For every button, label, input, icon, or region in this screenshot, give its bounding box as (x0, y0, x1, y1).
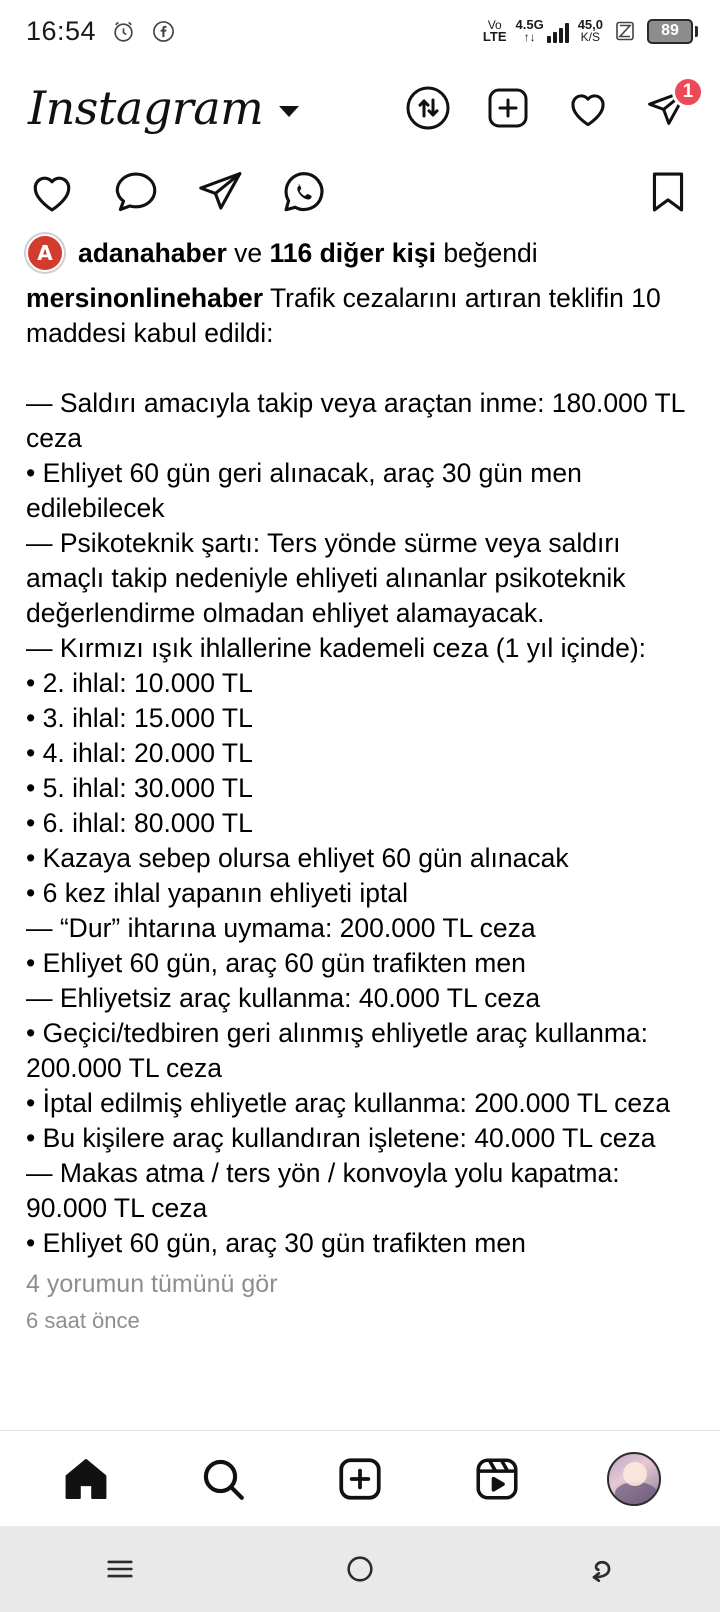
account-switcher[interactable] (28, 81, 299, 135)
caption-line: • 6. ihlal: 80.000 TL (26, 808, 253, 838)
heart-icon[interactable] (562, 82, 614, 134)
bottom-navigation (0, 1430, 720, 1526)
nav-reels[interactable] (457, 1444, 537, 1514)
status-bar-left (26, 16, 176, 47)
caption-intro-line (26, 281, 694, 351)
caption-line: • 3. ihlal: 15.000 TL (26, 703, 253, 733)
caption-line: • Ehliyet 60 gün, araç 60 gün trafikten men (26, 948, 526, 978)
post-action-left (26, 166, 330, 218)
silent-mode-icon (612, 18, 638, 44)
caption-line: • 5. ihlal: 30.000 TL (26, 773, 253, 803)
caption-line: • İptal edilmiş ehliyetle araç kullanma: 200.000 TL ceza (26, 1088, 671, 1118)
facebook-icon (150, 18, 176, 44)
instagram-logo: Instagram (28, 81, 264, 135)
caption-line: • Geçici/tedbiren geri alınmış ehliyetle araç kullanma: 200.000 TL ceza (26, 1018, 648, 1083)
alarm-clock-icon (110, 18, 136, 44)
system-navigation-bar (0, 1526, 720, 1612)
battery-percent: 89 (661, 22, 679, 39)
caption-line: • Kazaya sebep olursa ehliyet 60 gün alınacak (26, 843, 569, 873)
avatar-icon[interactable] (607, 1452, 661, 1506)
recents-button[interactable] (75, 1539, 165, 1599)
battery-indicator (647, 19, 698, 44)
likes-suffix: beğendi (435, 238, 538, 268)
signal-bars-icon (547, 21, 569, 43)
nav-home[interactable] (46, 1444, 126, 1514)
home-button[interactable] (315, 1539, 405, 1599)
status-clock: 16:54 (26, 15, 97, 46)
header-actions (402, 82, 694, 134)
likes-middle-text: ve (226, 238, 270, 268)
battery-cap (695, 26, 698, 37)
status-bar-right (483, 18, 698, 44)
status-bar (0, 0, 720, 62)
post-caption-area (0, 230, 720, 1430)
post-action-right (642, 166, 694, 218)
likes-text (78, 236, 538, 270)
nav-create[interactable] (320, 1444, 400, 1514)
avatar: A (26, 234, 64, 272)
comment-bubble-icon[interactable] (110, 166, 162, 218)
direct-unread-badge: 1 (672, 76, 704, 108)
caption-blank-line (26, 351, 694, 386)
signal-indicator (516, 19, 569, 43)
liker-username[interactable]: adanahaber (78, 238, 227, 268)
caption-line: • Bu kişilere araç kullandıran işletene: 40.000 TL ceza (26, 1123, 656, 1153)
caption-line: — Kırmızı ışık ihlallerine kademeli ceza (1 yıl içinde): (26, 633, 647, 663)
new-post-icon[interactable] (482, 82, 534, 134)
volte-label: Vo LTE (482, 18, 507, 44)
caption-line: — Saldırı amacıyla takip veya araçtan inme: 180.000 TL ceza (26, 388, 685, 453)
caption-line: • Ehliyet 60 gün geri alınacak, araç 30 gün men edilebilecek (26, 458, 582, 523)
caption-line: — Makas atma / ters yön / konvoyla yolu kapatma: 90.000 TL ceza (26, 1158, 620, 1223)
nav-search[interactable] (183, 1444, 263, 1514)
instagram-header (0, 62, 720, 154)
caption-line: • Ehliyet 60 gün, araç 30 gün trafikten men (26, 1228, 526, 1258)
bookmark-icon[interactable] (642, 166, 694, 218)
network-type-label: 4.5G ↑↓ (515, 17, 544, 44)
caption-intro: Trafik cezalarını artıran teklifin 10 maddesi kabul edildi: (26, 283, 661, 348)
caption-line: — Ehliyetsiz araç kullanma: 40.000 TL ceza (26, 983, 541, 1013)
swap-arrows-icon[interactable] (402, 82, 454, 134)
direct-messages-icon[interactable] (642, 82, 694, 134)
caption-line: — Psikoteknik şartı: Ters yönde sürme veya saldırı amaçlı takip nedeniyle ehliyeti alınanlar psikoteknik değerlendirme olmadan ehliyet alamayacak. (26, 528, 626, 628)
caption-line: • 2. ihlal: 10.000 TL (26, 668, 253, 698)
nav-profile[interactable] (594, 1444, 674, 1514)
likes-others-count[interactable]: 116 diğer kişi (269, 238, 436, 268)
post-action-row (0, 154, 720, 230)
caption-username[interactable]: mersinonlinehaber (26, 283, 264, 313)
post-timestamp: 6 saat önce (26, 1308, 140, 1333)
view-all-comments-link[interactable]: 4 yorumun tümünü gör (26, 1270, 278, 1298)
battery-body (647, 19, 693, 44)
caption-text (26, 281, 694, 1261)
caption-line: • 4. ihlal: 20.000 TL (26, 738, 253, 768)
like-heart-icon[interactable] (26, 166, 78, 218)
whatsapp-icon[interactable] (278, 166, 330, 218)
caption-line: • 6 kez ihlal yapanın ehliyeti iptal (26, 878, 408, 908)
data-rate-label: 45,0 K/S (577, 17, 603, 44)
chevron-down-icon[interactable] (279, 106, 299, 117)
caption-line: — “Dur” ihtarına uymama: 200.000 TL ceza (26, 913, 536, 943)
back-button[interactable] (555, 1539, 645, 1599)
share-paperplane-icon[interactable] (194, 166, 246, 218)
likes-row[interactable] (26, 234, 694, 272)
